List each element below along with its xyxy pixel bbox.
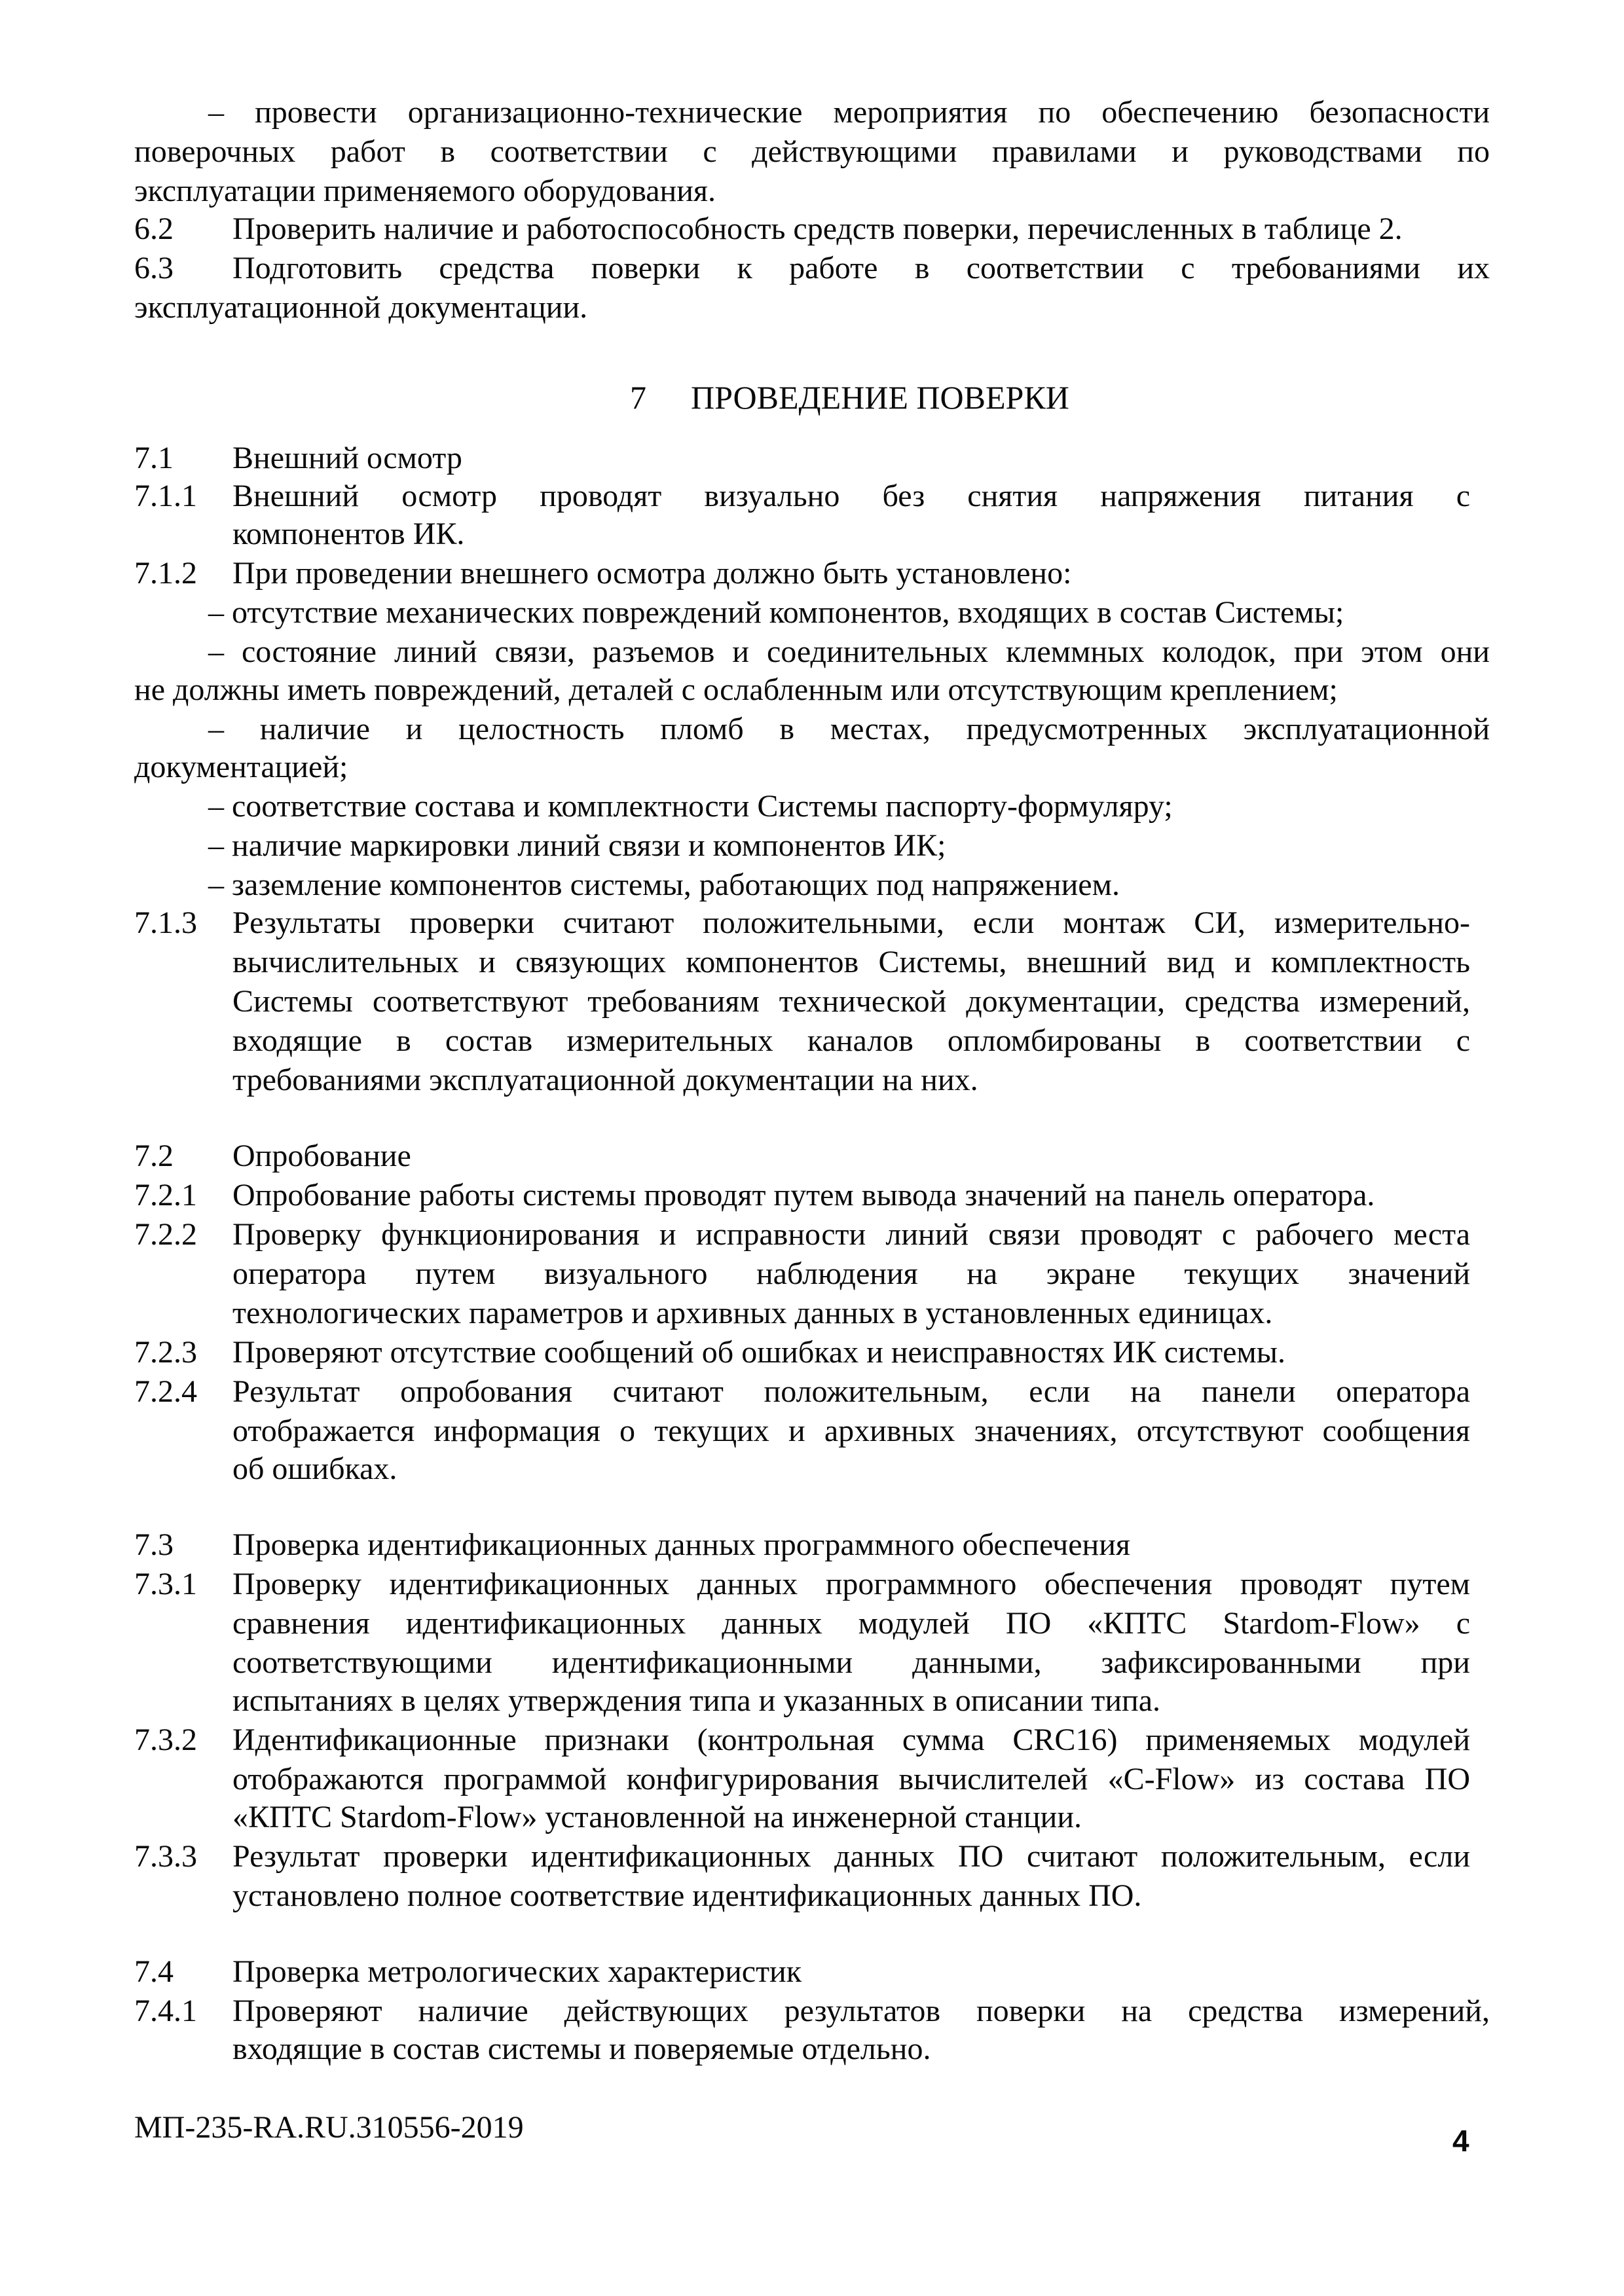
check-bullet-1: – отсутствие механических повреждений компонентов, входящих в состав Системы; [208,595,1344,630]
item-text-7-2-3: Проверяют отсутствие сообщений об ошибках и неисправностях ИК системы. [232,1335,1285,1370]
section-heading-number: 7 [630,379,646,416]
item-number-7-2-2: 7.2.2 [134,1217,197,1252]
item-text-7-3-3-line-1: Результат проверки идентификационных данных ПО считают положительным, если [232,1839,1470,1874]
item-number-7-4: 7.4 [134,1954,174,1989]
intro-bullet-line-2: поверочных работ в соответствии с действующими правилами и руководствами по [134,134,1490,169]
item-text-7-3-1-line-3: соответствующими идентификационными данными, зафиксированными при [232,1645,1470,1680]
document-code-footer: МП-235-RA.RU.310556-2019 [134,2110,524,2145]
item-number-7-1-1: 7.1.1 [134,479,197,513]
item-number-7-2-3: 7.2.3 [134,1335,197,1370]
item-number-7-2-1: 7.2.1 [134,1178,197,1212]
subsection-title-7-4: Проверка метрологических характеристик [232,1954,802,1989]
check-bullet-3-line-2: документацией; [134,750,348,784]
item-text-7-3-2-line-3: «КПТС Stardom-Flow» установленной на инженерной станции. [232,1800,1082,1834]
intro-bullet-line-3: эксплуатации применяемого оборудования. [134,173,716,208]
item-text-7-2-1: Опробование работы системы проводят путем вывода значений на панель оператора. [232,1178,1375,1212]
item-text-6-3-line-2: эксплуатационной документации. [134,290,588,325]
check-bullet-2-line-2: не должны иметь повреждений, деталей с ослабленным или отсутствующим креплением; [134,672,1338,707]
item-text-7-1-3-line-2: вычислительных и связующих компонентов Системы, внешний вид и комплектность [232,945,1470,979]
item-number-7-3-2: 7.3.2 [134,1722,197,1757]
subsection-title-7-3: Проверка идентификационных данных программного обеспечения [232,1527,1130,1562]
item-text-7-1-2: При проведении внешнего осмотра должно быть установлено: [232,556,1072,591]
item-text-7-4-1-line-2: входящие в состав системы и поверяемые отдельно. [232,2032,931,2066]
item-text-7-2-4-line-2: отображается информация о текущих и архивных значениях, отсутствуют сообщения [232,1413,1470,1448]
item-text-7-2-4-line-1: Результат опробования считают положительным, если на панели оператора [232,1374,1470,1409]
item-text-7-2-4-line-3: об ошибках. [232,1451,397,1486]
item-number-6-3: 6.3 [134,251,174,285]
check-bullet-3-line-1: – наличие и целостность пломб в местах, предусмотренных эксплуатационной [208,712,1490,746]
item-number-7-1-3: 7.1.3 [134,905,197,940]
check-bullet-6: – заземление компонентов системы, работающих под напряжением. [208,867,1120,902]
item-number-7-3: 7.3 [134,1527,174,1562]
subsection-title-7-1: Внешний осмотр [232,441,462,475]
item-text-7-1-3-line-3: Системы соответствуют требованиям технической документации, средства измерений, [232,984,1470,1019]
item-number-7-3-1: 7.3.1 [134,1567,197,1601]
item-text-6-2: Проверить наличие и работоспособность средств поверки, перечисленных в таблице 2. [232,211,1403,246]
item-number-7-3-3: 7.3.3 [134,1839,197,1874]
page-number: 4 [1452,2124,1469,2158]
item-number-7-1: 7.1 [134,441,174,475]
item-text-7-3-1-line-4: испытаниях в целях утверждения типа и указанных в описании типа. [232,1683,1161,1718]
item-text-7-2-2-line-2: оператора путем визуального наблюдения на экране текущих значений [232,1256,1470,1291]
item-text-7-2-2-line-3: технологических параметров и архивных данных в установленных единицах. [232,1296,1273,1330]
item-text-7-4-1-line-1: Проверяют наличие действующих результатов поверки на средства измерений, [232,1994,1490,2028]
check-bullet-5: – наличие маркировки линий связи и компонентов ИК; [208,828,946,863]
item-number-7-1-2: 7.1.2 [134,556,197,591]
check-bullet-2-line-1: – состояние линий связи, разъемов и соединительных клеммных колодок, при этом они [208,634,1490,669]
section-heading-title: ПРОВЕДЕНИЕ ПОВЕРКИ [691,379,1069,416]
item-number-6-2: 6.2 [134,211,174,246]
intro-bullet-line-1: – провести организационно-технические мероприятия по обеспечению безопасности [208,95,1490,130]
item-number-7-2: 7.2 [134,1139,174,1173]
item-text-6-3-line-1: Подготовить средства поверки к работе в соответствии с требованиями их [232,251,1490,285]
item-text-7-3-1-line-1: Проверку идентификационных данных программного обеспечения проводят путем [232,1567,1470,1601]
item-text-7-3-2-line-1: Идентификационные признаки (контрольная сумма CRC16) применяемых модулей [232,1722,1470,1757]
check-bullet-4: – соответствие состава и комплектности Системы паспорту-формуляру; [208,789,1173,824]
item-number-7-2-4: 7.2.4 [134,1374,197,1409]
item-text-7-1-1-line-2: компонентов ИК. [232,517,465,551]
item-text-7-3-2-line-2: отображаются программой конфигурирования вычислителей «C-Flow» из состава ПО [232,1762,1470,1796]
item-text-7-3-1-line-2: сравнения идентификационных данных модулей ПО «КПТС Stardom-Flow» с [232,1606,1470,1641]
item-text-7-1-1-line-1: Внешний осмотр проводят визуально без снятия напряжения питания с [232,479,1470,513]
item-text-7-2-2-line-1: Проверку функционирования и исправности линий связи проводят с рабочего места [232,1217,1470,1252]
subsection-title-7-2: Опробование [232,1139,411,1173]
item-text-7-1-3-line-5: требованиями эксплуатационной документации на них. [232,1063,978,1097]
item-text-7-1-3-line-1: Результаты проверки считают положительными, если монтаж СИ, измерительно- [232,905,1470,940]
item-text-7-3-3-line-2: установлено полное соответствие идентификационных данных ПО. [232,1878,1142,1913]
item-text-7-1-3-line-4: входящие в состав измерительных каналов опломбированы в соответствии с [232,1023,1470,1058]
item-number-7-4-1: 7.4.1 [134,1994,197,2028]
